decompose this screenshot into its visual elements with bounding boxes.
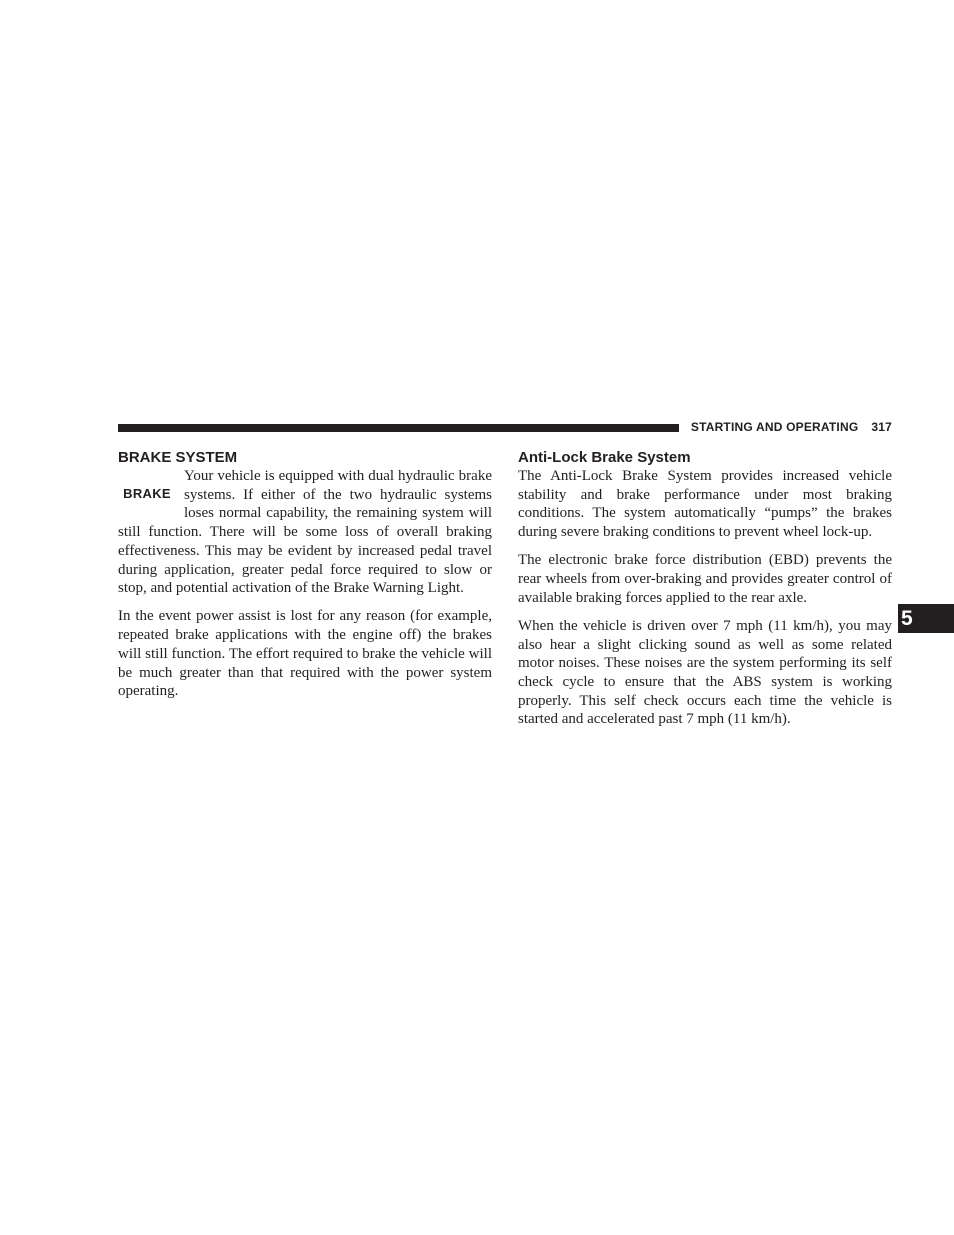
running-header [688, 420, 892, 434]
abs-paragraph-1: The Anti-Lock Brake System provides increased vehicle stability and brake performance under most braking conditions. The system automatically “pumps” the brakes during severe braking conditions to prevent wheel lock-up. [518, 468, 892, 541]
right-column [518, 448, 892, 739]
brake-system-paragraph-1-text: Your vehicle is equipped with dual hydraulic brake systems. If either of the two hydraulic systems loses normal capability, the remaining system will still function. There will be some loss of overall braking effectiveness. This may be evident by increased pedal travel during application, greater pedal force required to slow or stop, and potential activation of the Brake Warning Light. [118, 468, 492, 597]
chapter-tab: 5 [898, 604, 954, 633]
brake-system-heading: BRAKE SYSTEM [118, 449, 238, 466]
header-rule [118, 424, 679, 432]
brake-system-paragraph-1 [118, 467, 492, 598]
page-number: 317 [871, 420, 892, 434]
brake-warning-icon: BRAKE [123, 485, 171, 501]
abs-heading: Anti-Lock Brake System [518, 449, 691, 466]
brake-system-paragraph-2: In the event power assist is lost for any reason (for example, repeated brake applications with the engine off) the brakes will still function. The effort required to brake the vehicle will be much greater than that required with the power system operating. [118, 608, 492, 700]
abs-paragraph-3: When the vehicle is driven over 7 mph (11 km/h), you may also hear a slight clicking sound as well as some related motor noises. These noises are the system performing its self check cycle to ensure that the ABS system is working properly. This self check occurs each time the vehicle is started and accelerated past 7 mph (11 km/h). [518, 617, 892, 728]
abs-paragraph-2: The electronic brake force distribution (EBD) prevents the rear wheels from over-braking and provides greater control of available braking forces applied to the rear axle. [518, 552, 892, 606]
section-title: STARTING AND OPERATING [690, 420, 859, 434]
left-column [118, 448, 492, 710]
